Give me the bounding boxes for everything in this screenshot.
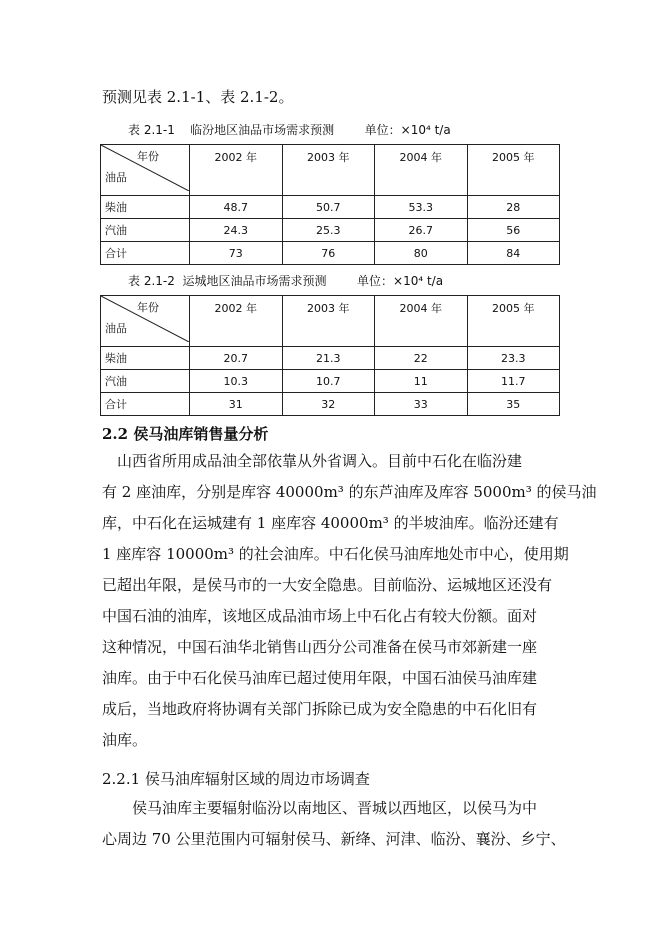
paragraph-line: 已超出年限，是侯马市的一大安全隐患。目前临汾、运城地区还没有 xyxy=(102,576,553,594)
year-header: 2002 年 xyxy=(190,145,283,196)
table-row xyxy=(101,347,560,370)
table-cell: 21.3 xyxy=(282,347,375,370)
row-label: 汽油 xyxy=(101,219,190,242)
paragraph-line: 侯马油库主要辐射临汾以南地区、晋城以西地区，以侯马为中 xyxy=(102,799,538,817)
table-cell: 84 xyxy=(467,242,560,265)
paragraph-line: 有 2 座油库，分别是库容 40000m³ 的东芦油库及库容 5000m³ 的侯马油 xyxy=(102,483,597,501)
table-cell: 25.3 xyxy=(282,219,375,242)
table-header-row xyxy=(101,145,560,196)
paragraph-line: 成后，当地政府将协调有关部门拆除已成为安全隐患的中石化旧有 xyxy=(102,700,538,718)
section-paragraph xyxy=(102,446,597,756)
paragraph-line: 心周边 70 公里范围内可辐射侯马、新绛、河津、临汾、襄汾、乡宁、 xyxy=(102,830,566,848)
table-cell: 33 xyxy=(375,393,468,416)
table-cell: 11.7 xyxy=(467,370,560,393)
subsection-paragraph xyxy=(102,793,572,855)
paragraph-line: 中国石油的油库，该地区成品油市场上中石化占有较大份额。面对 xyxy=(102,607,538,625)
table-header-row xyxy=(101,296,560,347)
table-cell: 73 xyxy=(190,242,283,265)
table-cell: 50.7 xyxy=(282,196,375,219)
table-cell: 76 xyxy=(282,242,375,265)
table-cell: 23.3 xyxy=(467,347,560,370)
row-label: 合计 xyxy=(101,393,190,416)
table-row xyxy=(101,393,560,416)
table-cell: 28 xyxy=(467,196,560,219)
table-caption-1: 表 2.1-1 临汾地区油品市场需求预测 单位：×10⁴ t/a xyxy=(128,123,451,137)
table-row xyxy=(101,196,560,219)
table-caption-2: 表 2.1-2 运城地区油品市场需求预测 单位：×10⁴ t/a xyxy=(128,274,444,288)
paragraph-line: 这种情况，中国石油华北销售山西分公司准备在侯马市郊新建一座 xyxy=(102,638,538,656)
data-table-1 xyxy=(100,144,560,265)
diagonal-header-cell xyxy=(101,296,190,347)
row-label: 柴油 xyxy=(101,196,190,219)
table-cell: 35 xyxy=(467,393,560,416)
year-header: 2005 年 xyxy=(467,145,560,196)
table-cell: 56 xyxy=(467,219,560,242)
year-header: 2004 年 xyxy=(375,296,468,347)
row-label: 合计 xyxy=(101,242,190,265)
header-product-label: 油品 xyxy=(105,171,127,184)
table-cell: 11 xyxy=(375,370,468,393)
subsection-heading: 2.2.1 侯马油库辐射区域的周边市场调查 xyxy=(102,770,370,788)
year-header: 2003 年 xyxy=(282,296,375,347)
year-header: 2004 年 xyxy=(375,145,468,196)
intro-text: 预测见表 2.1-1、表 2.1-2。 xyxy=(102,88,294,106)
paragraph-line: 油库。由于中石化侯马油库已超过使用年限，中国石油侯马油库建 xyxy=(102,669,538,687)
year-header: 2005 年 xyxy=(467,296,560,347)
table-cell: 10.7 xyxy=(282,370,375,393)
table-cell: 26.7 xyxy=(375,219,468,242)
table-cell: 32 xyxy=(282,393,375,416)
section-heading: 2.2 侯马油库销售量分析 xyxy=(102,425,269,443)
table-cell: 48.7 xyxy=(190,196,283,219)
table-row xyxy=(101,242,560,265)
table-cell: 24.3 xyxy=(190,219,283,242)
table-row xyxy=(101,219,560,242)
header-product-label: 油品 xyxy=(105,322,127,335)
year-header: 2003 年 xyxy=(282,145,375,196)
year-header: 2002 年 xyxy=(190,296,283,347)
header-year-label: 年份 xyxy=(137,301,159,314)
row-label: 汽油 xyxy=(101,370,190,393)
data-table-2 xyxy=(100,295,560,416)
paragraph-line: 库，中石化在运城建有 1 座库容 40000m³ 的半坡油库。临汾还建有 xyxy=(102,514,559,532)
table-cell: 31 xyxy=(190,393,283,416)
paragraph-line: 1 座库容 10000m³ 的社会油库。中石化侯马油库地处市中心，使用期 xyxy=(102,545,569,563)
table-cell: 22 xyxy=(375,347,468,370)
paragraph-line: 油库。 xyxy=(102,731,148,749)
row-label: 柴油 xyxy=(101,347,190,370)
paragraph-line: 山西省所用成品油全部依靠从外省调入。目前中石化在临汾建 xyxy=(102,452,523,470)
table-cell: 53.3 xyxy=(375,196,468,219)
table-cell: 10.3 xyxy=(190,370,283,393)
table-cell: 20.7 xyxy=(190,347,283,370)
header-year-label: 年份 xyxy=(137,150,159,163)
table-cell: 80 xyxy=(375,242,468,265)
diagonal-header-cell xyxy=(101,145,190,196)
table-row xyxy=(101,370,560,393)
